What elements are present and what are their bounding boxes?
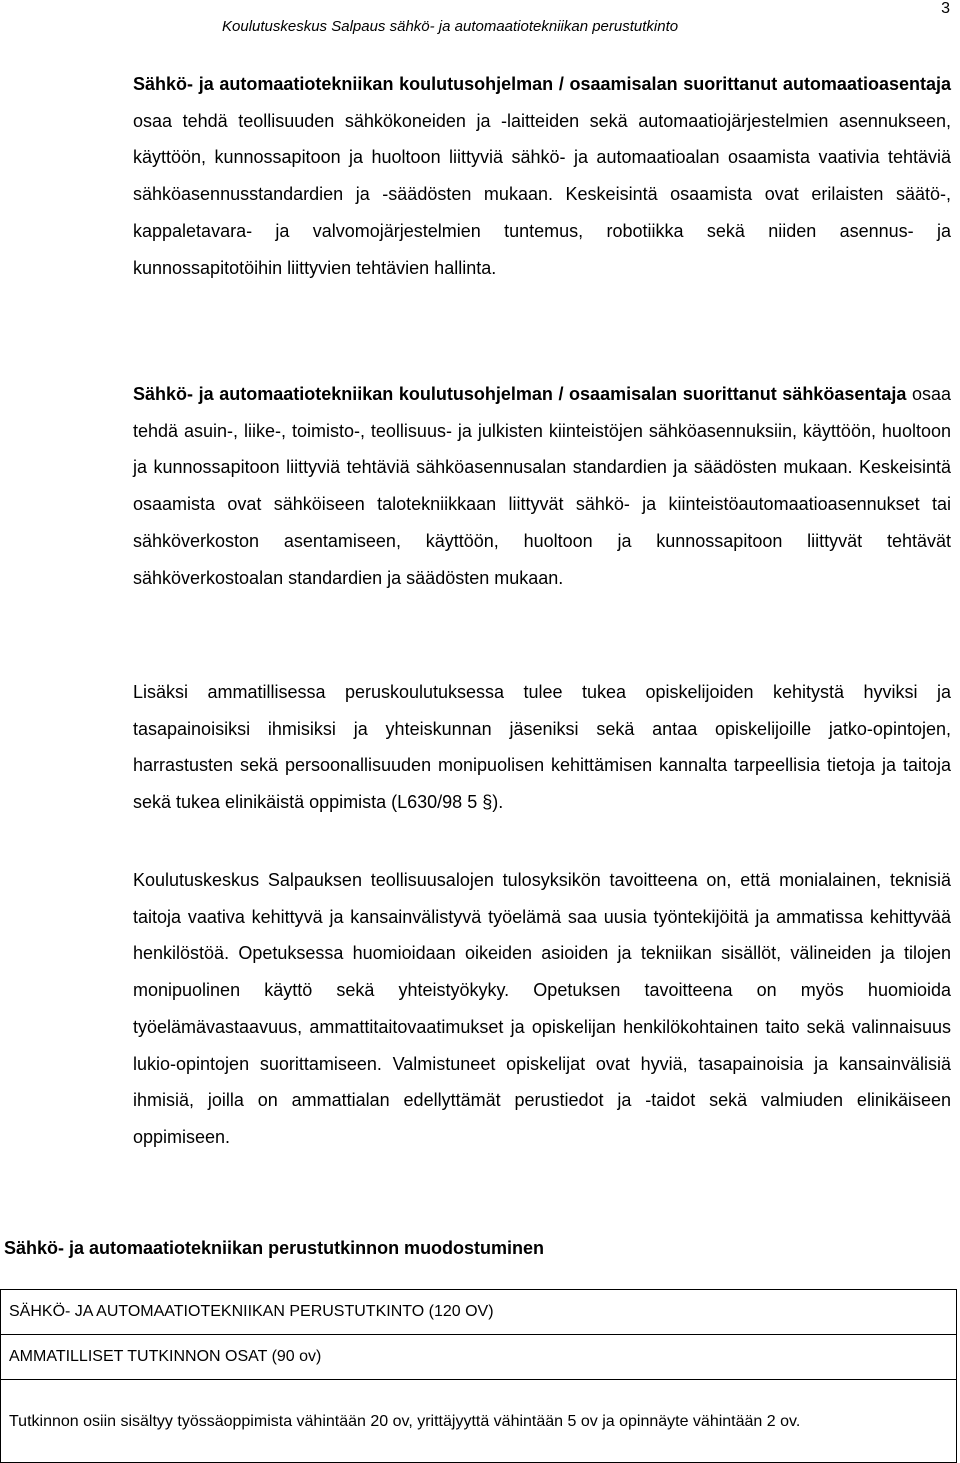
paragraph-automaatioasentaja (133, 66, 951, 286)
paragraph-text: osaa tehdä asuin-, liike-, toimisto-, teollisuus- ja julkisten kiinteistöjen sähköasennuksiin, käyttöön, huoltoon ja kunnossapitoon liittyviä tehtäviä sähköasennusalan standardien ja säädösten mukaan. Keskeisintä osaamista ovat sähköiseen talotekniikkaan liittyvät sähkö- ja kiinteistöautomaatioasennukset tai sähköverkoston asentamiseen, käyttöön, huoltoon ja kunnossapitoon liittyvät tehtävät sähköverkostoalan standardien ja säädösten mukaan. (133, 384, 951, 588)
paragraph-unit-goals (133, 862, 951, 1156)
table-cell-degree-title: SÄHKÖ- JA AUTOMAATIOTEKNIIKAN PERUSTUTKINTO (120 OV) (1, 1290, 957, 1335)
table-row (1, 1380, 957, 1463)
paragraph-bold-lead: Sähkö- ja automaatiotekniikan koulutusohjelman / osaamisalan suorittanut sähköasentaja (133, 384, 907, 404)
paragraph-text: osaa tehdä teollisuuden sähkökoneiden ja -laitteiden sekä automaatiojärjestelmien asennukseen, käyttöön, kunnossapitoon ja huoltoon liittyviä sähkö- ja automaatioalan osaamista vaativia tehtäviä sähköasennusstandardien ja -säädösten mukaan. Keskeisintä osaamista ovat erilaisten säätö-, kappaletavara- ja valvomojärjestelmien tuntemus, robotiikka sekä niiden asennus- ja kunnossapitotöihin liittyvien tehtävien hallinta. (133, 110, 951, 278)
paragraph-bold-lead: Sähkö- ja automaatiotekniikan koulutusohjelman / osaamisalan suorittanut automaatioasentaja (133, 74, 951, 94)
paragraph-text: Lisäksi ammatillisessa peruskoulutuksessa tulee tukea opiskelijoiden kehitystä hyviksi ja tasapainoisiksi ihmisiksi ja yhteiskunnan jäseniksi sekä antaa opiskelijoille jatko-opintojen, harrastusten sekä persoonallisuuden monipuolisen kehittämisen kannalta tarpeellisia tietoja ja taitoja sekä tukea elinikäistä oppimista (L630/98 5 §). (133, 682, 951, 813)
degree-structure-table (0, 1289, 957, 1463)
page-number: 3 (941, 0, 950, 17)
section-heading: Sähkö- ja automaatiotekniikan perustutkinnon muodostuminen (4, 1238, 545, 1258)
paragraph-general-education (133, 674, 951, 821)
paragraph-sahkoasentaja (133, 376, 951, 596)
paragraph-text: Koulutuskeskus Salpauksen teollisuusalojen tulosyksikön tavoitteena on, että monialainen, teknisiä taitoja vaativa kehittyvä ja kansainvälistyvä työelämä saa uusia työntekijöitä ja ammatissa kehittyvää henkilöstöä. Opetuksessa huomioidaan oikeiden asioiden ja tekniikan sisällöt, välineiden ja tilojen monipuolinen käyttö sekä yhteistyökyky. Opetuksen tavoitteena on myös huomioida työelämävastaavuus, ammattitaitovaatimukset ja opiskelijan henkilökohtainen taito sekä valinnaisuus lukio-opintojen suorittamiseen. Valmistuneet opiskelijat ovat hyviä, tasapainoisia ja kansainvälisiä ihmisiä, joilla on ammattialan edellyttämät perustiedot ja -taidot sekä valmiuden elinikäiseen oppimiseen. (133, 870, 951, 1147)
running-header: Koulutuskeskus Salpaus sähkö- ja automaatiotekniikan perustutkinto (222, 18, 679, 35)
table-row (1, 1290, 957, 1335)
table-row (1, 1335, 957, 1380)
table-cell-vocational-units: AMMATILLISET TUTKINNON OSAT (90 ov) (1, 1335, 957, 1380)
table-cell-requirements-note: Tutkinnon osiin sisältyy työssäoppimista vähintään 20 ov, yrittäjyyttä vähintään 5 ov ja opinnäyte vähintään 2 ov. (1, 1380, 957, 1463)
